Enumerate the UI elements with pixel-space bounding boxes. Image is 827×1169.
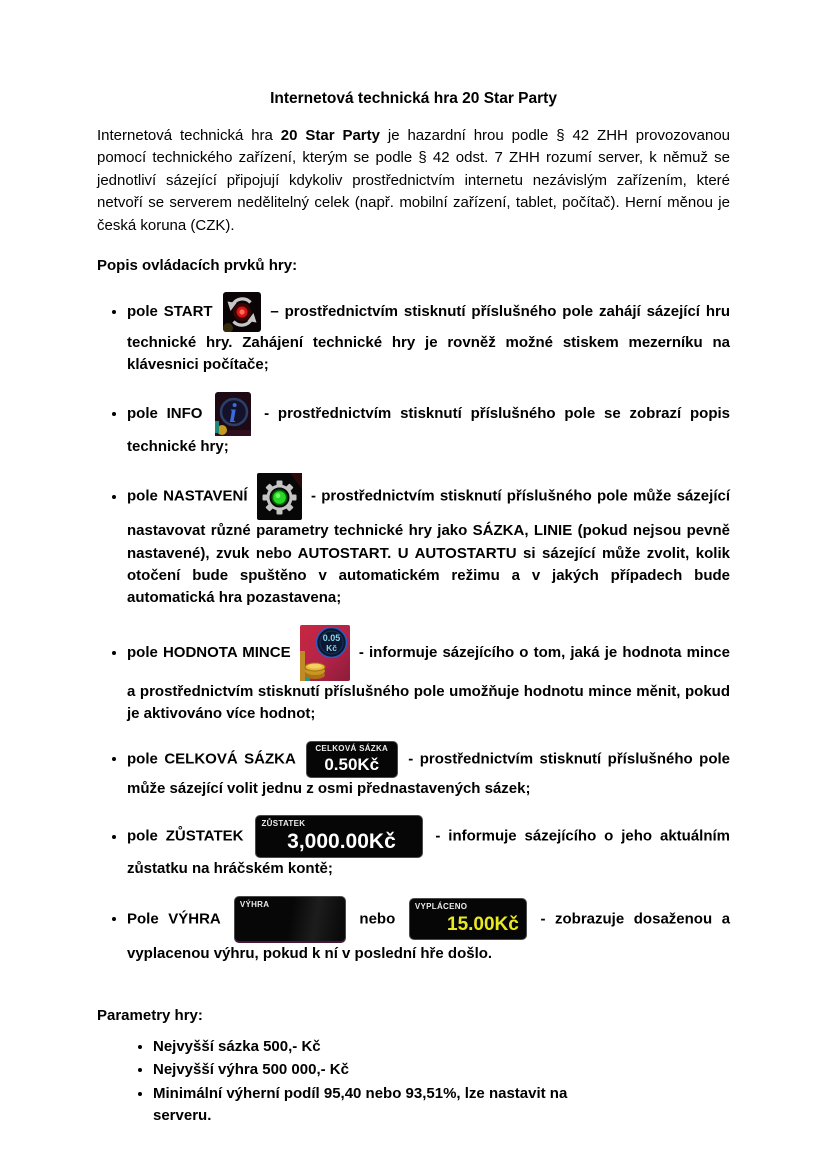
- param-item-max-win: • Nejvyšší výhra 500 000,- Kč: [153, 1059, 623, 1081]
- total-bet-value: 0.50Kč: [324, 754, 380, 774]
- control-label: pole START: [127, 303, 213, 320]
- control-item-info: [127, 392, 730, 458]
- controls-list: [97, 292, 730, 965]
- control-desc: - zobrazuje dosaženou a vyplacenou výhru, pokud k ní v poslední hře došlo.: [127, 909, 731, 962]
- coin-value-icon: [300, 625, 350, 681]
- control-label: pole ZŮSTATEK: [127, 827, 244, 845]
- control-item-balance: [127, 815, 730, 880]
- info-icon: [215, 392, 251, 436]
- control-desc: - prostřednictvím stisknutí příslušného pole může sázející nastavovat různé parametry technické hry jako SÁZKA, LINIE (pokud nejsou pevně nastavené), zvuk nebo AUTOSTART. U AUTOSTARTU si sázející může zvolit, kolik otočení bude spuštěno v automatickém režimu a v jakých případech bude automatická hra pozastavena;: [127, 487, 730, 607]
- win-label: VÝHRA: [239, 899, 270, 909]
- control-label: pole INFO: [127, 404, 203, 422]
- coin-value-top: 0.05: [322, 632, 340, 643]
- control-desc: – prostřednictvím stisknutí příslušného pole zahájí sázející hru technické hry. Zahájení technické hry je rovněž možné stiskem mezerníku na klávesnici počítače;: [127, 303, 731, 374]
- control-item-total-bet: [127, 741, 730, 800]
- intro-paragraph: [97, 125, 730, 237]
- controls-heading: Popis ovládacích prvků hry:: [97, 257, 298, 275]
- coin-value-bottom: Kč: [325, 642, 337, 653]
- control-label: pole CELKOVÁ SÁZKA: [127, 750, 296, 768]
- control-item-win: [127, 896, 730, 965]
- params-heading: Parametry hry:: [97, 1006, 203, 1024]
- control-label: Pole VÝHRA: [127, 909, 221, 927]
- control-desc: - prostřednictvím stisknutí příslušného pole může sázející volit jednu z osmi přednastavených sázek;: [127, 750, 731, 797]
- control-conjunction: nebo: [359, 909, 396, 927]
- param-item-rtp: • Minimální výherní podíl 95,40 nebo 93,51%, lze nastavit na serveru.: [153, 1083, 623, 1128]
- parameters-section: [97, 1007, 730, 1128]
- control-desc: - informuje sázejícího o tom, jaká je hodnota mince a prostřednictvím stisknutí příslušného pole umožňuje hodnotu mince měnit, pokud je aktivováno více hodnot;: [127, 643, 730, 723]
- control-label: pole HODNOTA MINCE: [127, 643, 291, 661]
- win-display: [234, 896, 346, 943]
- paid-label: VYPLÁCENO: [414, 902, 468, 911]
- control-label: pole NASTAVENÍ: [127, 487, 248, 505]
- total-bet-display: [306, 741, 398, 778]
- info-glyph: i: [229, 397, 238, 428]
- control-item-coin-value: [127, 625, 730, 726]
- control-item-settings: [127, 473, 730, 610]
- start-spin-arrows-icon: [223, 292, 261, 332]
- paid-display: [409, 898, 527, 940]
- total-bet-label: CELKOVÁ SÁZKA: [315, 743, 389, 753]
- balance-label: ZŮSTATEK: [261, 819, 306, 829]
- gear-icon: [257, 473, 302, 520]
- params-list: [97, 1036, 730, 1128]
- param-item-max-bet: • Nejvyšší sázka 500,- Kč: [153, 1036, 623, 1058]
- paid-value: 15.00Kč: [447, 914, 519, 935]
- control-desc: - informuje sázejícího o jeho aktuálním zůstatku na hráčském kontě;: [127, 827, 730, 878]
- balance-display: [255, 815, 423, 858]
- control-desc: - prostřednictvím stisknutí příslušného pole se zobrazí popis technické hry;: [127, 404, 730, 455]
- control-item-start: [127, 292, 730, 377]
- game-name-bold: 20 Star Party: [280, 127, 380, 144]
- page-title: Internetová technická hra 20 Star Party: [270, 90, 557, 107]
- balance-value: 3,000.00Kč: [287, 830, 396, 854]
- intro-text-after: je hazardní hrou podle § 42 ZHH provozovanou pomocí technického zařízení, kterým se podle § 42 odst. 7 ZHH rozumí server, k němuž se jednotliví sázející připojují kdykoliv prostřednictvím internetu nezávislým zařízením, které netvoří se serverem nedělitelný celek (např. mobilní zařízení, tablet, počítač). Herní měnou je česká koruna (CZK).: [97, 127, 731, 234]
- intro-text-before: Internetová technická hra: [97, 127, 281, 144]
